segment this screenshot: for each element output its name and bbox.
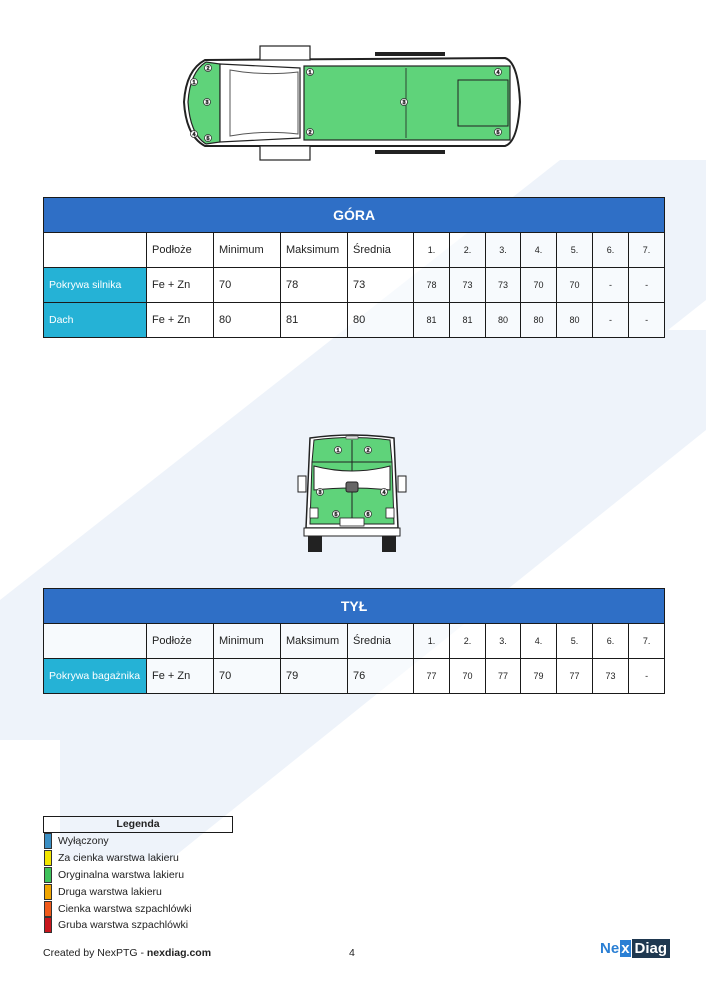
marker-number: 3 xyxy=(402,99,406,106)
col-header-2: 2. xyxy=(450,233,486,268)
reading-cell: 80 xyxy=(557,303,593,338)
reading-cell: 70 xyxy=(521,268,557,303)
legend-swatch xyxy=(44,833,52,849)
row-label: Pokrywa silnika xyxy=(44,268,147,303)
logo-part-diag: Diag xyxy=(632,939,671,958)
col-header-6: 6. xyxy=(593,233,629,268)
reading-cell: - xyxy=(593,268,629,303)
marker-number: 2 xyxy=(308,129,312,136)
logo-part-x: x xyxy=(621,940,630,957)
reading-cell: 79 xyxy=(521,659,557,694)
footer-credit xyxy=(43,947,211,959)
legend-item xyxy=(43,917,233,934)
col-header-max: Maksimum xyxy=(281,233,348,268)
col-header-5: 5. xyxy=(557,233,593,268)
page-number: 4 xyxy=(349,947,355,959)
col-header-substrate: Podłoże xyxy=(147,624,214,659)
col-header-max: Maksimum xyxy=(281,624,348,659)
legend-label: Druga warstwa lakieru xyxy=(58,885,162,898)
substrate-cell: Fe + Zn xyxy=(147,303,214,338)
col-header-5: 5. xyxy=(557,624,593,659)
col-header-7: 7. xyxy=(629,233,665,268)
footer-site-link[interactable]: nexdiag.com xyxy=(146,947,212,959)
reading-cell: 73 xyxy=(486,268,521,303)
legend xyxy=(43,816,233,934)
substrate-cell: Fe + Zn xyxy=(147,659,214,694)
reading-cell: - xyxy=(629,268,665,303)
van-top-view-diagram xyxy=(180,42,525,164)
legend-label: Gruba warstwa szpachlówki xyxy=(58,919,189,932)
legend-label: Oryginalna warstwa lakieru xyxy=(58,868,185,881)
marker-number: 1 xyxy=(308,69,312,76)
col-header-min: Minimum xyxy=(214,233,281,268)
row-label: Dach xyxy=(44,303,147,338)
reading-cell: 73 xyxy=(593,659,629,694)
section-title-top: GÓRA xyxy=(44,198,665,233)
col-header-3: 3. xyxy=(486,233,521,268)
col-header-2: 2. xyxy=(450,624,486,659)
substrate-cell: Fe + Zn xyxy=(147,268,214,303)
marker-number: 5 xyxy=(206,135,210,142)
legend-item xyxy=(43,850,233,867)
col-header-min: Minimum xyxy=(214,624,281,659)
reading-cell: 81 xyxy=(450,303,486,338)
max-cell: 79 xyxy=(281,659,348,694)
marker-number: 4 xyxy=(192,131,196,138)
avg-cell: 73 xyxy=(348,268,414,303)
reading-cell: - xyxy=(629,659,665,694)
legend-item xyxy=(43,883,233,900)
marker-number: 3 xyxy=(318,489,322,496)
legend-title: Legenda xyxy=(43,816,233,833)
marker-number: 4 xyxy=(382,489,386,496)
reading-cell: - xyxy=(593,303,629,338)
col-header-avg: Średnia xyxy=(348,624,414,659)
logo-part-ne: Ne xyxy=(600,940,620,957)
col-header-1: 1. xyxy=(414,624,450,659)
col-header-empty xyxy=(44,233,147,268)
reading-cell: 80 xyxy=(486,303,521,338)
marker-number: 4 xyxy=(496,69,500,76)
rear-measurements-table xyxy=(43,588,665,694)
legend-label: Wyłączony xyxy=(58,835,109,848)
marker-number: 6 xyxy=(366,511,370,518)
marker-number: 1 xyxy=(192,79,196,86)
reading-cell: 77 xyxy=(486,659,521,694)
col-header-3: 3. xyxy=(486,624,521,659)
legend-item xyxy=(43,867,233,884)
marker-number: 2 xyxy=(366,447,370,454)
reading-cell: 81 xyxy=(414,303,450,338)
reading-cell: 73 xyxy=(450,268,486,303)
col-header-empty xyxy=(44,624,147,659)
legend-label: Cienka warstwa szpachlówki xyxy=(58,902,192,915)
avg-cell: 80 xyxy=(348,303,414,338)
min-cell: 70 xyxy=(214,659,281,694)
max-cell: 78 xyxy=(281,268,348,303)
reading-cell: 70 xyxy=(450,659,486,694)
legend-item xyxy=(43,833,233,850)
col-header-4: 4. xyxy=(521,624,557,659)
marker-number: 3 xyxy=(205,99,209,106)
marker-number: 2 xyxy=(206,65,210,72)
col-header-substrate: Podłoże xyxy=(147,233,214,268)
reading-cell: 80 xyxy=(521,303,557,338)
col-header-avg: Średnia xyxy=(348,233,414,268)
legend-swatch xyxy=(44,850,52,866)
row-label: Pokrywa bagażnika xyxy=(44,659,147,694)
marker-number: 5 xyxy=(334,511,338,518)
reading-cell: - xyxy=(629,303,665,338)
marker-number: 5 xyxy=(496,129,500,136)
van-rear-view-diagram xyxy=(296,432,408,556)
min-cell: 70 xyxy=(214,268,281,303)
legend-swatch xyxy=(44,917,52,933)
legend-swatch xyxy=(44,901,52,917)
col-header-6: 6. xyxy=(593,624,629,659)
col-header-7: 7. xyxy=(629,624,665,659)
avg-cell: 76 xyxy=(348,659,414,694)
legend-swatch xyxy=(44,867,52,883)
table-row xyxy=(44,303,665,338)
footer-created-by: Created by NexPTG - xyxy=(43,947,147,959)
min-cell: 80 xyxy=(214,303,281,338)
legend-item xyxy=(43,900,233,917)
top-measurements-table xyxy=(43,197,665,338)
nexdiag-logo xyxy=(600,939,670,958)
legend-swatch xyxy=(44,884,52,900)
marker-number: 1 xyxy=(336,447,340,454)
reading-cell: 77 xyxy=(557,659,593,694)
legend-label: Za cienka warstwa lakieru xyxy=(58,852,179,865)
col-header-4: 4. xyxy=(521,233,557,268)
reading-cell: 70 xyxy=(557,268,593,303)
reading-cell: 77 xyxy=(414,659,450,694)
max-cell: 81 xyxy=(281,303,348,338)
col-header-1: 1. xyxy=(414,233,450,268)
table-row xyxy=(44,268,665,303)
table-row xyxy=(44,659,665,694)
section-title-rear: TYŁ xyxy=(44,589,665,624)
reading-cell: 78 xyxy=(414,268,450,303)
